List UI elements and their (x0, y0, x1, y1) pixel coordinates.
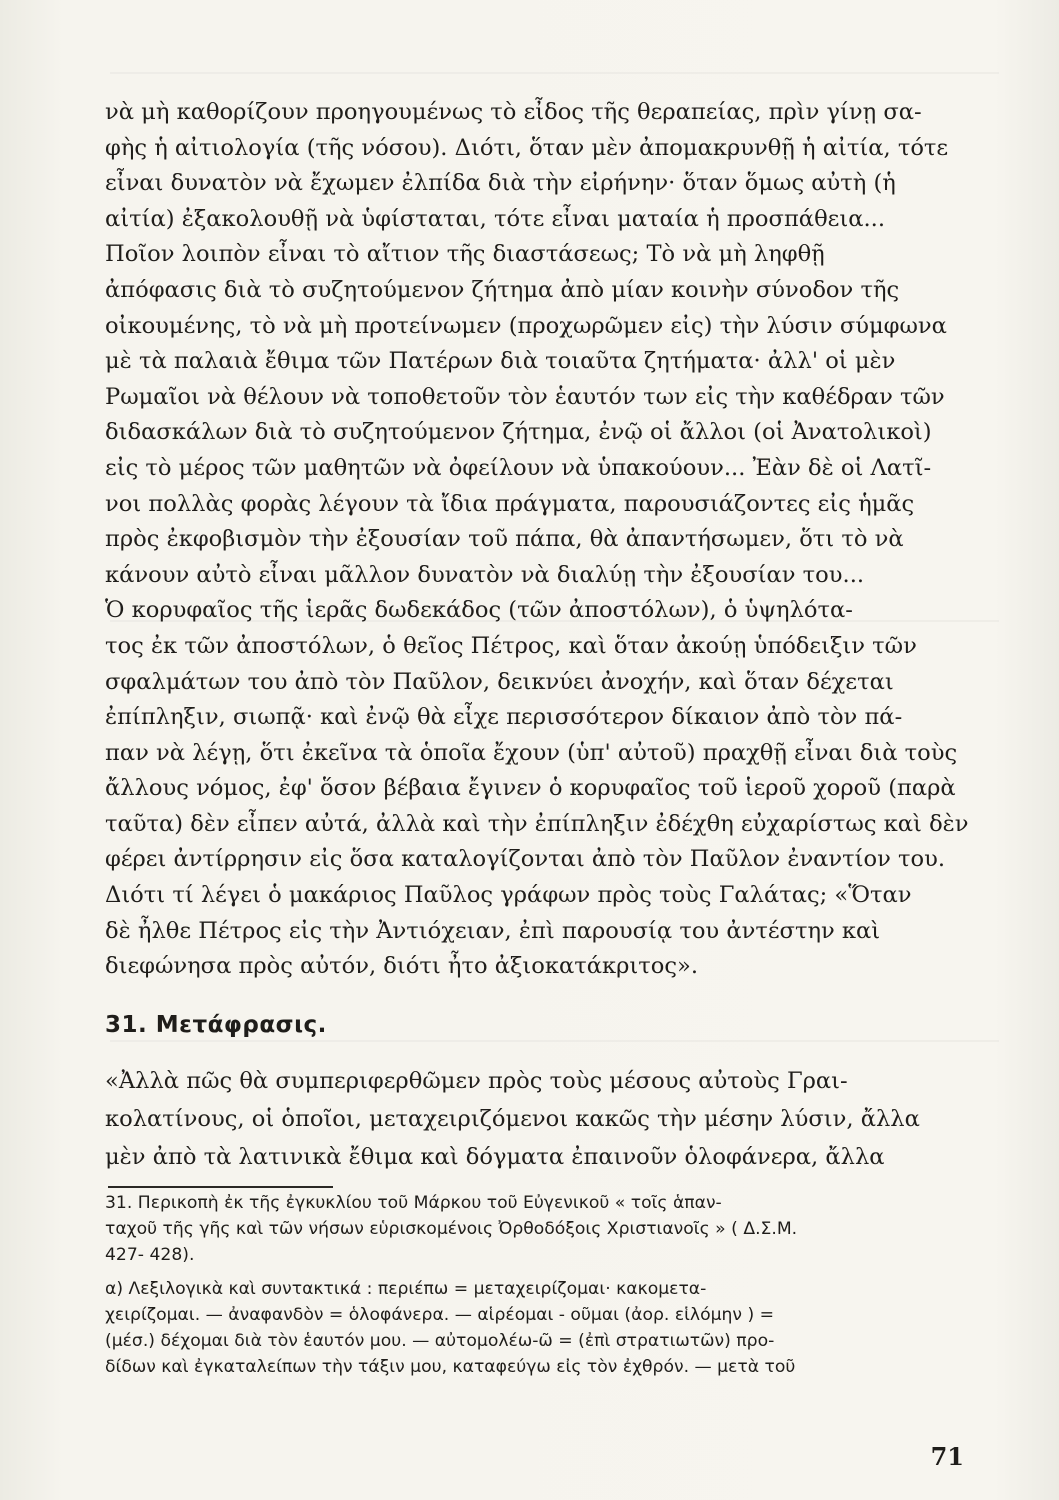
text-line: 31. Περικοπὴ ἐκ τῆς ἐγκυκλίου τοῦ Μάρκου τοῦ Εὐγενικοῦ « τοῖς ἁπαν- (105, 1193, 722, 1213)
text-line: ἐπίπληξιν, σιωπᾷ· καὶ ἐνῷ θὰ εἶχε περισσότερον δίκαιον ἀπὸ τὸν πά- (105, 704, 903, 731)
footnote-reference (105, 1190, 985, 1268)
text-line: εἶναι δυνατὸν νὰ ἔχωμεν ἐλπίδα διὰ τὴν εἰρήνην· ὅταν ὅμως αὐτὴ (ἡ (105, 170, 896, 197)
text-line: φὴς ἡ αἰτιολογία (τῆς νόσου). Διότι, ὅταν μὲν ἀπομακρυνθῇ ἡ αἰτία, τότε (105, 134, 949, 161)
page-number: 71 (930, 1442, 964, 1471)
text-line: 427- 428). (105, 1245, 195, 1265)
text-line: ἀπόφασις διὰ τὸ συζητούμενον ζήτημα ἀπὸ μίαν κοινὴν σύνοδον τῆς (105, 276, 900, 303)
text-line: μὲ τὰ παλαιὰ ἔθιμα τῶν Πατέρων διὰ τοιαῦτα ζητήματα· ἀλλ' οἱ μὲν (105, 348, 896, 375)
text-line: νὰ μὴ καθορίζουν προηγουμένως τὸ εἶδος τῆς θεραπείας, πρὶν γίνῃ σα- (105, 99, 922, 125)
text-line: εἰς τὸ μέρος τῶν μαθητῶν νὰ ὀφείλουν νὰ ὑπακούουν... Ἐὰν δὲ οἱ Λατῖ- (105, 454, 932, 481)
main-text (105, 95, 985, 985)
text-line: νοι πολλὰς φορὰς λέγουν τὰ ἴδια πράγματα, παρουσιάζοντες εἰς ἡμᾶς (105, 490, 915, 517)
text-line: κολατίνους, οἱ ὁποῖοι, μεταχειριζόμενοι κακῶς τὴν μέσην λύσιν, ἄλλα (105, 1106, 920, 1132)
text-line: «Ἀλλὰ πῶς θὰ συμπεριφερθῶμεν πρὸς τοὺς μέσους αὐτοὺς Γραι- (105, 1068, 848, 1094)
text-line: ταῦτα) δὲν εἶπεν αὐτά, ἀλλὰ καὶ τὴν ἐπίπληξιν ἐδέχθη εὐχαρίστως καὶ δὲν (105, 810, 969, 837)
text-line: αἰτία) ἐξακολουθῇ νὰ ὑφίσταται, τότε εἶναι ματαία ἡ προσπάθεια... (105, 205, 886, 232)
footnote-rule (108, 1186, 333, 1188)
text-line: α) Λεξιλογικὰ καὶ συντακτικά : περιέπω = μεταχειρίζομαι· κακομετα- (105, 1279, 707, 1299)
footnote-vocabulary (105, 1276, 985, 1380)
footnote (105, 1190, 985, 1380)
section-heading: 31. Μετάφρασις. (105, 1012, 327, 1038)
text-line: ἄλλους νόμος, ἐφ' ὅσον βέβαια ἔγινεν ὁ κορυφαῖος τοῦ ἱεροῦ χοροῦ (παρὰ (105, 775, 956, 802)
text-line: διδασκάλων διὰ τὸ συζητούμενον ζήτημα, ἐνῷ οἱ ἄλλοι (οἱ Ἀνατολικοὶ) (105, 419, 932, 446)
text-line: Ὁ κορυφαῖος τῆς ἱερᾶς δωδεκάδος (τῶν ἀποστόλων), ὁ ὑψηλότα- (105, 597, 853, 624)
text-line: οἰκουμένης, τὸ νὰ μὴ προτείνωμεν (προχωρῶμεν εἰς) τὴν λύσιν σύμφωνα (105, 312, 947, 339)
text-line: κάνουν αὐτὸ εἶναι μᾶλλον δυνατὸν νὰ διαλύῃ τὴν ἐξουσίαν του... (105, 561, 865, 588)
text-line: παν νὰ λέγῃ, ὅτι ἐκεῖνα τὰ ὁποῖα ἔχουν (ὑπ' αὐτοῦ) πραχθῇ εἶναι διὰ τοὺς (105, 739, 958, 766)
bleed-through-line (110, 1040, 999, 1042)
text-line: Ποῖον λοιπὸν εἶναι τὸ αἴτιον τῆς διαστάσεως; Τὸ νὰ μὴ ληφθῇ (105, 241, 825, 268)
text-line: (μέσ.) δέχομαι διὰ τὸν ἑαυτόν μου. — αὐτομολέω-ῶ = (ἐπὶ στρατιωτῶν) προ- (105, 1331, 775, 1351)
text-line: διεφώνησα πρὸς αὐτόν, διότι ἦτο ἀξιοκατάκριτος». (105, 953, 699, 980)
text-line: δὲ ἦλθε Πέτρος εἰς τὴν Ἀντιόχειαν, ἐπὶ παρουσίᾳ του ἀντέστην καὶ (105, 917, 881, 944)
text-line: τος ἐκ τῶν ἀποστόλων, ὁ θεῖος Πέτρος, καὶ ὅταν ἀκούῃ ὑπόδειξιν τῶν (105, 632, 917, 659)
text-line: φέρει ἀντίρρησιν εἰς ὅσα καταλογίζονται ἀπὸ τὸν Παῦλον ἐναντίον του. (105, 846, 946, 873)
text-line: Διότι τί λέγει ὁ μακάριος Παῦλος γράφων πρὸς τοὺς Γαλάτας; «Ὅταν (105, 882, 912, 909)
text-line: δίδων καὶ ἐγκαταλείπων τὴν τάξιν μου, καταφεύγω εἰς τὸν ἐχθρόν. — μετὰ τοῦ (105, 1357, 796, 1377)
text-line: Ρωμαῖοι νὰ θέλουν νὰ τοποθετοῦν τὸν ἑαυτόν των εἰς τὴν καθέδραν τῶν (105, 383, 945, 410)
text-line: ταχοῦ τῆς γῆς καὶ τῶν νήσων εὑρισκομένοις Ὀρθοδόξοις Χριστιανοῖς » ( Δ.Σ.Μ. (105, 1219, 798, 1239)
text-line: σφαλμάτων του ἀπὸ τὸν Παῦλον, δεικνύει ἀνοχήν, καὶ ὅταν δέχεται (105, 668, 894, 695)
text-line: χειρίζομαι. — ἀναφανδὸν = ὁλοφάνερα. — αἱρέομαι - οῦμαι (ἀορ. εἱλόμην ) = (105, 1305, 775, 1325)
text-line: μὲν ἀπὸ τὰ λατινικὰ ἔθιμα καὶ δόγματα ἐπαινοῦν ὁλοφάνερα, ἄλλα (105, 1144, 885, 1170)
translation-text (105, 1062, 985, 1176)
bleed-through-line (110, 72, 999, 74)
text-line: πρὸς ἐκφοβισμὸν τὴν ἐξουσίαν τοῦ πάπα, θὰ ἀπαντήσωμεν, ὅτι τὸ νὰ (105, 526, 904, 553)
